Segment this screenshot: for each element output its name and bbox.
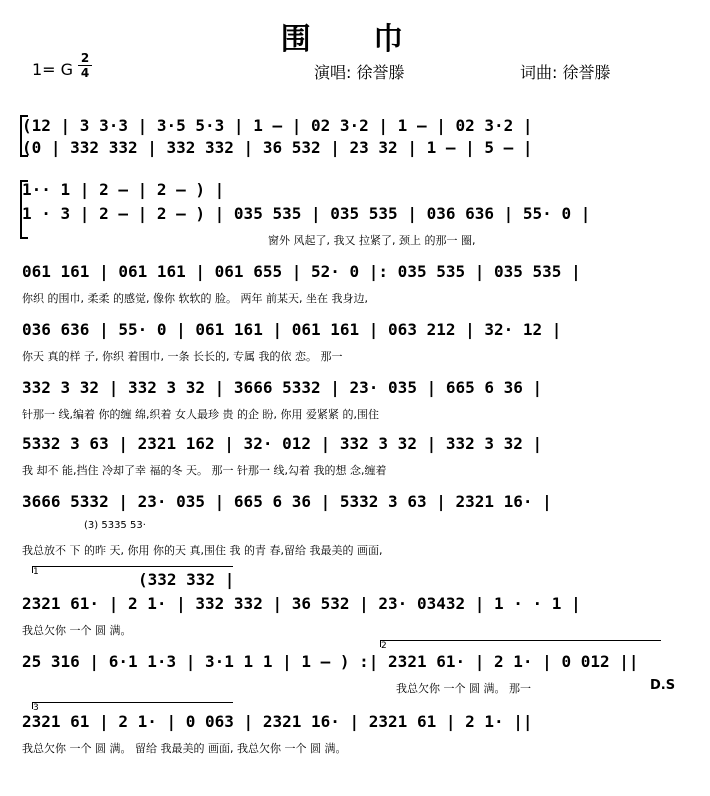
notation-row: 332 3 32 | 332 3 32 | 3666 5332 | 23· 035 | 665 6 36 | [22, 378, 543, 397]
lyric-row: 针那一 线,编着 你的缠 绵,织着 女人最珍 贵 的企 盼, 你用 爱紧紧 的,围住 [22, 408, 379, 421]
notation-row: 1 · 3 | 2 – | 2 – ) | 035 535 | 035 535 | 036 636 | 55· 0 | [22, 204, 591, 223]
time-signature [78, 52, 92, 79]
notation-row: 061 161 | 061 161 | 061 655 | 52· 0 |: 035 535 | 035 535 | [22, 262, 581, 281]
intro-line-2: (0 | 332 332 | 332 332 | 36 532 | 23 32 | 1 – | 5 – | [22, 138, 533, 157]
volta-number: 1 [33, 567, 39, 577]
lyric-row: 我总欠你 一个 圆 满。 留给 我最美的 画面, 我总欠你 一个 圆 满。 [22, 742, 347, 755]
intro-line-1: (12 | 3 3·3 | 3·5 5·3 | 1 – | 02 3·2 | 1 – | 02 3·2 | [22, 116, 533, 135]
volta-number: 3 [33, 703, 39, 713]
lyric-row: 我 却不 能,挡住 冷却了幸 福的冬 天。 那一 针那一 线,勾着 我的想 念,缠着 [22, 464, 387, 477]
alternate-top: (332 332 | [138, 570, 235, 589]
singer-credit: 演唱: 徐誉滕 [314, 63, 405, 82]
volta-bracket-2 [380, 640, 661, 651]
notation-row: 036 636 | 55· 0 | 061 161 | 061 161 | 063 212 | 32· 12 | [22, 320, 562, 339]
lyric-row: 我总放不 下 的昨 天, 你用 你的天 真,围住 我 的青 春,留给 我最美的 画面, [22, 544, 383, 557]
notation-row: 2321 61· | 2 1· | 332 332 | 36 532 | 23· 03432 | 1 · · 1 | [22, 594, 581, 613]
notation-row: 5332 3 63 | 2321 162 | 32· 012 | 332 3 32 | 332 3 32 | [22, 434, 543, 453]
meter-bottom: 4 [80, 66, 90, 80]
volta-bracket-3 [32, 702, 233, 713]
notation-row: 3666 5332 | 23· 035 | 665 6 36 | 5332 3 63 | 2321 16· | [22, 492, 552, 511]
notation-row: 2321 61 | 2 1· | 0 063 | 2321 16· | 2321 61 | 2 1· || [22, 712, 533, 731]
notation-row: 25 316 | 6·1 1·3 | 3·1 1 1 | 1 – ) :| 2321 61· | 2 1· | 0 012 || [22, 652, 639, 671]
key-signature: 1= G [32, 60, 74, 79]
lyric-row: 我总欠你 一个 圆 满。 那一 [396, 682, 531, 695]
lyric-row: 你织 的围巾, 柔柔 的感觉, 像你 软软的 脸。 两年 前某天, 坐在 我身边, [22, 292, 368, 305]
lyric-row: 窗外 风起了, 我又 拉紧了, 颈上 的那一 圈, [268, 234, 476, 247]
notation-row: 1·· 1 | 2 – | 2 – ) | [22, 180, 225, 199]
meter-top: 2 [80, 51, 90, 65]
volta-number: 2 [381, 641, 387, 651]
lyric-row: 我总欠你 一个 圆 满。 [22, 624, 132, 637]
lyric-row: 你天 真的样 子, 你织 着围巾, 一条 长长的, 专属 我的依 恋。 那一 [22, 350, 343, 363]
dal-segno-mark: D.S [650, 678, 676, 693]
composer-credit: 词曲: 徐誉滕 [520, 63, 611, 82]
alternate-phrase: (3) 5335 53· [84, 520, 146, 531]
page-title: 围 巾 [280, 22, 430, 57]
